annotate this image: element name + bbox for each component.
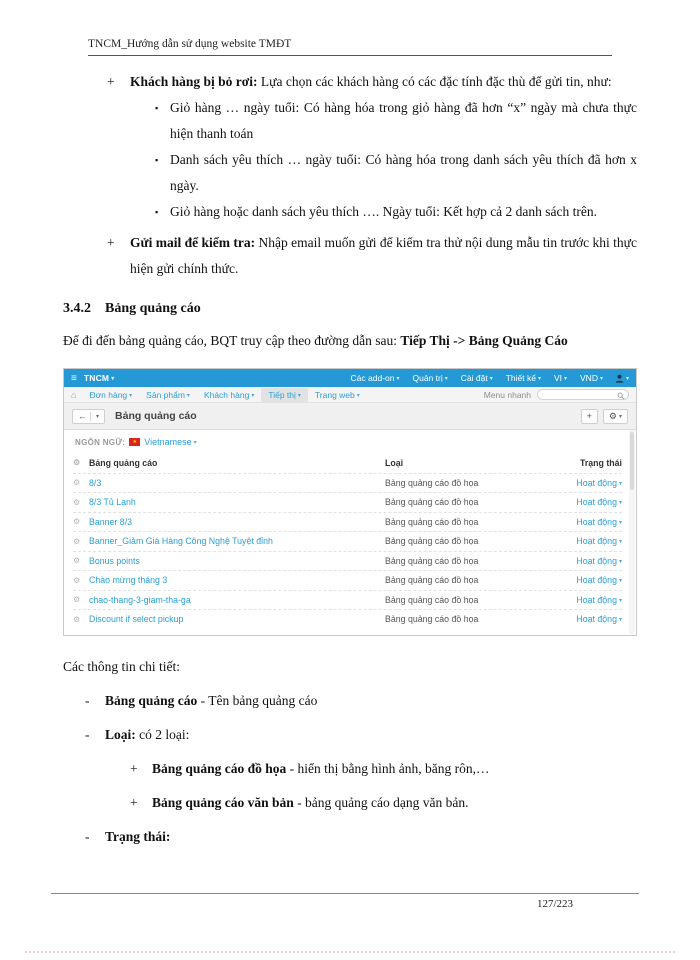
chevron-down-icon: ▾ <box>618 519 622 526</box>
list-item-label: Gửi mail để kiểm tra: <box>130 235 256 250</box>
table-row <box>73 473 622 493</box>
brand-tncm[interactable]: TNCM ▾ <box>83 373 115 383</box>
banner-type: Bảng quảng cáo đồ họa <box>385 536 479 547</box>
detail-text: có 2 loại: <box>135 726 190 742</box>
section-heading <box>63 296 637 322</box>
banner-type: Bảng quảng cáo đồ họa <box>385 477 479 488</box>
chevron-down-icon: ▾ <box>564 376 568 383</box>
table-header-row <box>73 453 622 473</box>
chevron-down-icon: ▾ <box>396 376 400 383</box>
table-row <box>73 531 622 551</box>
banner-name-link[interactable]: Discount if select pickup <box>89 614 184 625</box>
list-item-text: Lựa chọn các khách hàng có các đặc tính đặc thù để gửi tin, như: <box>257 74 612 89</box>
list-item-send-test-mail <box>63 230 637 282</box>
menu-item-trang-web[interactable]: Trang web ▾ <box>314 389 360 400</box>
topnav-item-cac-add-on[interactable]: Các add-on ▾ <box>350 373 400 383</box>
banner-name-link[interactable]: 8/3 <box>89 477 102 488</box>
sub-item-cart-or-wishlist <box>63 199 637 225</box>
table-row <box>73 590 622 610</box>
banner-status-link[interactable]: Hoạt động ▾ <box>576 497 622 508</box>
detail-bullet: - <box>85 828 90 844</box>
home-icon[interactable]: ⌂ <box>71 389 77 400</box>
banner-type: Bảng quảng cáo đồ họa <box>385 614 479 625</box>
document-header <box>88 38 612 56</box>
topnav-item-quan-tri[interactable]: Quản trị ▾ <box>412 373 448 383</box>
admin-content-panel <box>64 429 636 635</box>
detail-text: - hiển thị bằng hình ảnh, băng rôn,… <box>286 760 490 776</box>
detail-bullet: - <box>85 692 90 708</box>
chevron-down-icon: ▾ <box>618 558 622 565</box>
square-bullet: ▪ <box>155 207 159 217</box>
banner-type: Bảng quảng cáo đồ họa <box>385 575 479 586</box>
intro-path: Tiếp Thị -> Bảng Quảng Cáo <box>400 333 568 348</box>
plus-bullet: + <box>107 235 115 250</box>
sub-item-text: Giỏ hàng … ngày tuổi: Có hàng hóa trong giỏ hàng đã hơn “x” ngày mà chưa thực hiện thanh toán <box>170 100 637 141</box>
page-number: 127/223 <box>536 898 573 910</box>
language-row <box>73 430 622 453</box>
banner-status-link[interactable]: Hoạt động ▾ <box>576 594 622 605</box>
add-banner-button[interactable] <box>581 409 598 424</box>
detail-label: Loại: <box>105 726 136 742</box>
intro-paragraph <box>63 328 637 354</box>
search-input[interactable] <box>537 389 629 400</box>
plus-bullet: + <box>107 74 115 89</box>
chevron-down-icon: ▾ <box>186 392 190 399</box>
chevron-down-icon: ▾ <box>444 376 448 383</box>
admin-screenshot <box>63 368 637 636</box>
gear-icon: ⚙ <box>73 595 81 605</box>
language-label: NGÔN NGỮ: <box>75 437 126 447</box>
chevron-down-icon: ▾ <box>129 392 133 399</box>
topnav-item-vnd[interactable]: VND ▾ <box>580 373 603 383</box>
column-header-type[interactable]: Loại <box>385 457 404 468</box>
quick-menu-label: Menu nhanh <box>483 389 531 400</box>
sub-item-cart-age <box>63 95 637 147</box>
chevron-down-icon: ▾ <box>618 539 622 546</box>
page-title: Bảng quảng cáo <box>115 410 197 422</box>
banner-status-link[interactable]: Hoạt động ▾ <box>576 477 622 488</box>
gear-icon: ⚙ <box>73 556 81 566</box>
chevron-down-icon: ▾ <box>111 376 115 383</box>
banner-name-link[interactable]: Bonus points <box>89 555 140 566</box>
chevron-down-icon: ▾ <box>356 392 360 399</box>
scrollbar[interactable] <box>629 430 635 634</box>
topnav-item-thiet-ke[interactable]: Thiết kế ▾ <box>505 373 541 383</box>
detail-label: Bảng quảng cáo văn bản <box>152 794 294 810</box>
document-body <box>63 64 637 850</box>
banner-name-link[interactable]: Chào mừng tháng 3 <box>89 575 168 586</box>
detail-item <box>63 824 637 850</box>
gear-icon: ⚙ <box>73 497 81 507</box>
banner-type: Bảng quảng cáo đồ họa <box>385 594 479 605</box>
banner-status-link[interactable]: Hoạt động ▾ <box>576 516 622 527</box>
banner-table <box>73 453 622 629</box>
gear-icon: ⚙ <box>73 478 81 488</box>
back-arrow-icon: ← <box>78 411 87 421</box>
detail-bullet: + <box>130 794 138 810</box>
banner-name-link[interactable]: 8/3 Tủ Lạnh <box>89 497 136 508</box>
detail-bullet: + <box>130 760 138 776</box>
gear-icon: ⚙ <box>73 517 81 527</box>
detail-text: - bảng quảng cáo dạng văn bản. <box>293 794 469 810</box>
gear-icon: ⚙ <box>608 410 617 421</box>
detail-item <box>63 688 637 714</box>
column-header-name[interactable]: Bảng quảng cáo <box>89 457 158 468</box>
chevron-down-icon: ▾ <box>618 413 622 420</box>
detail-label: Bảng quảng cáo <box>105 692 198 708</box>
table-row <box>73 609 622 629</box>
chevron-down-icon: ▾ <box>599 376 603 383</box>
square-bullet: ▪ <box>155 103 159 113</box>
header-title: TNCM_Hướng dẫn sử dụng website TMĐT <box>88 38 292 50</box>
chevron-down-icon: ▾ <box>193 440 197 447</box>
details-title: Các thông tin chi tiết: <box>63 658 180 674</box>
banner-status-link[interactable]: Hoạt động ▾ <box>576 536 622 547</box>
table-row <box>73 570 622 590</box>
banner-name-link[interactable]: Banner 8/3 <box>89 516 133 527</box>
details-list <box>63 688 637 850</box>
menu-item-khach-hang[interactable]: Khách hàng ▾ <box>203 389 255 400</box>
chevron-down-icon: ▾ <box>96 413 100 420</box>
chevron-down-icon: ▾ <box>297 392 301 399</box>
section-title: Bảng quảng cáo <box>105 301 201 316</box>
square-bullet: ▪ <box>155 155 159 165</box>
chevron-down-icon: ▾ <box>618 480 622 487</box>
section-number: 3.4.2 <box>63 301 91 316</box>
topnav-item-cai-dat[interactable]: Cài đặt ▾ <box>460 373 493 383</box>
topnav <box>351 373 603 383</box>
settings-button[interactable] <box>603 409 628 424</box>
hamburger-icon[interactable]: ≡ <box>71 372 77 384</box>
detail-item <box>63 722 637 748</box>
language-selector[interactable]: Vietnamese ▾ <box>144 437 197 447</box>
list-item-label: Khách hàng bị bỏ rơi: <box>130 74 258 89</box>
sub-item-wishlist-age <box>63 147 637 199</box>
search-icon <box>617 392 625 400</box>
chevron-down-icon: ▾ <box>618 617 622 624</box>
banner-name-link[interactable]: Banner_Giảm Giá Hàng Công Nghệ Tuyệt đỉnh <box>89 536 273 547</box>
menu-item-san-pham[interactable]: Sản phẩm ▾ <box>146 389 190 400</box>
menunav <box>82 388 366 402</box>
detail-bullet: - <box>85 726 90 742</box>
bottom-dotted-border <box>25 951 675 953</box>
menu-item-don-hang[interactable]: Đơn hàng ▾ <box>89 389 133 400</box>
detail-text: - Tên bảng quảng cáo <box>197 692 318 708</box>
detail-item <box>63 756 637 782</box>
scrollbar-thumb[interactable] <box>630 432 634 490</box>
banner-status-link[interactable]: Hoạt động ▾ <box>576 555 622 566</box>
chevron-down-icon: ▾ <box>625 375 629 382</box>
admin-menubar <box>64 387 636 403</box>
menu-item-tiep-thi[interactable]: Tiếp thị ▾ <box>261 388 308 402</box>
intro-text: Để đi đến bảng quảng cáo, BQT truy cập theo đường dẫn sau: <box>63 333 401 348</box>
banner-type: Bảng quảng cáo đồ họa <box>385 516 479 527</box>
banner-name-link[interactable]: chao-thang-3-giam-tha-ga <box>89 594 191 605</box>
column-header-status[interactable]: Trạng thái <box>579 457 622 468</box>
sub-item-text: Danh sách yêu thích … ngày tuổi: Có hàng hóa trong danh sách yêu thích đã hơn x ngày. <box>170 152 637 193</box>
gear-icon: ⚙ <box>73 458 81 468</box>
user-icon[interactable] <box>615 374 624 383</box>
banner-type: Bảng quảng cáo đồ họa <box>385 497 479 508</box>
list-item-text: Nhập email muốn gửi để kiểm tra thử nội dung mẫu tin trước khi thực hiện gửi chính thức. <box>130 235 637 276</box>
plus-icon: + <box>586 411 592 421</box>
footer-rule <box>51 893 639 894</box>
banner-type: Bảng quảng cáo đồ họa <box>385 555 479 566</box>
admin-page-header <box>64 403 636 429</box>
banner-status-link[interactable]: Hoạt động ▾ <box>576 575 622 586</box>
table-body <box>73 473 622 629</box>
detail-item <box>63 790 637 816</box>
back-button[interactable] <box>72 409 105 424</box>
table-row <box>73 512 622 532</box>
chevron-down-icon: ▾ <box>618 500 622 507</box>
gear-icon: ⚙ <box>73 575 81 585</box>
topnav-item-vi[interactable]: VI ▾ <box>553 373 568 383</box>
admin-topbar <box>64 369 636 387</box>
table-row <box>73 492 622 512</box>
table-row <box>73 551 622 571</box>
chevron-down-icon: ▾ <box>251 392 255 399</box>
divider <box>90 412 91 421</box>
list-item-abandoned-customers <box>63 69 637 95</box>
chevron-down-icon: ▾ <box>537 376 541 383</box>
chevron-down-icon: ▾ <box>618 597 622 604</box>
chevron-down-icon: ▾ <box>489 376 493 383</box>
banner-status-link[interactable]: Hoạt động ▾ <box>576 614 622 625</box>
detail-label: Trạng thái: <box>105 828 171 844</box>
gear-icon: ⚙ <box>73 614 81 624</box>
chevron-down-icon: ▾ <box>618 578 622 585</box>
vietnam-flag-icon: ★ <box>129 438 140 446</box>
gear-icon: ⚙ <box>73 536 81 546</box>
detail-label: Bảng quảng cáo đồ họa <box>152 760 287 776</box>
sub-item-text: Giỏ hàng hoặc danh sách yêu thích …. Ngày tuổi: Kết hợp cả 2 danh sách trên. <box>170 204 598 219</box>
